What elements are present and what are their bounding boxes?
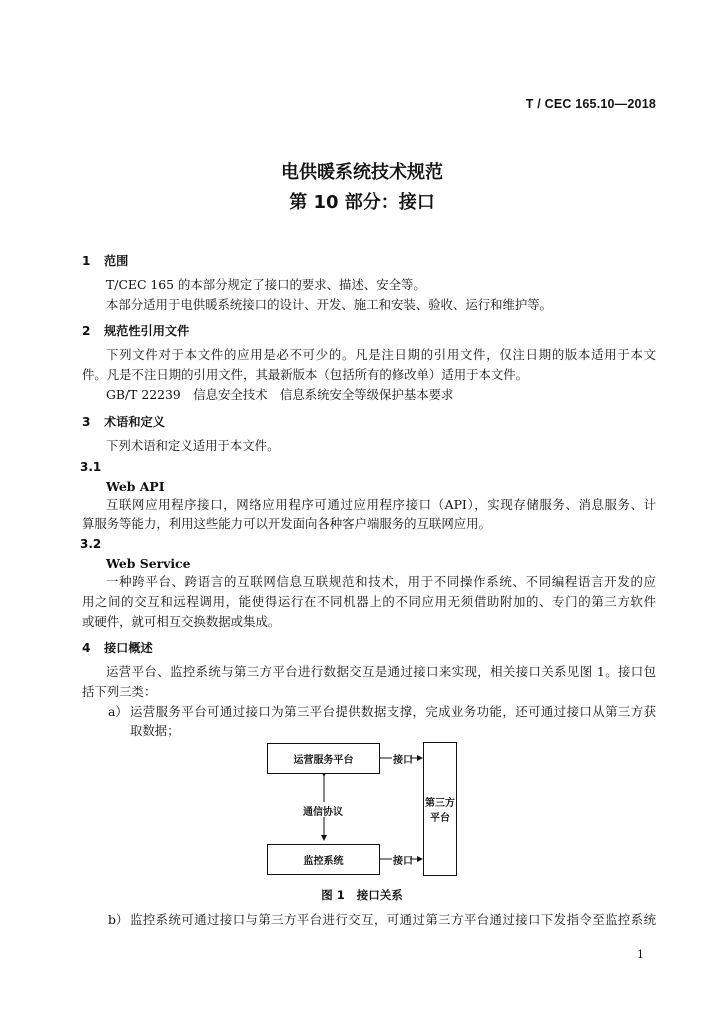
- paragraph: 下列术语和定义适用于本文件。: [106, 438, 280, 453]
- monitoring-system-box: 监控系统: [267, 844, 380, 875]
- third-party-label-line2: 平台: [430, 813, 450, 824]
- paragraph: T/CEC 165 的本部分规定了接口的要求、描述、安全等。: [106, 277, 426, 292]
- operation-platform-box: 运营服务平台: [267, 743, 380, 774]
- section-heading-2: 2 规范性引用文件: [82, 324, 190, 338]
- paragraph: 本部分适用于电供暖系统接口的设计、开发、施工和安装、验收、运行和维护等。: [106, 297, 553, 312]
- list-label: b）: [108, 912, 129, 927]
- term-title: Web Service: [106, 556, 191, 571]
- third-party-label-line1: 第三方: [425, 798, 455, 809]
- term-number: 3.2: [80, 537, 102, 551]
- section-heading-4: 4 接口概述: [82, 641, 153, 655]
- figure-number: 图 1: [321, 888, 345, 902]
- document-title: 电供暖系统技术规范: [281, 162, 443, 183]
- term-number: 3.1: [80, 460, 102, 474]
- paragraph: 运营平台、监控系统与第三方平台进行数据交互是通过接口来实现，相关接口关系见图 1。接口包: [106, 664, 656, 679]
- standard-code: T / CEC 165.10—2018: [525, 97, 656, 111]
- term-definition: 用之间的交互和远程调用，能使得运行在不同机器上的不同应用无须借助附加的、专门的第三方软件: [82, 594, 656, 609]
- document-subtitle: 第 10 部分：接口: [289, 192, 435, 213]
- paragraph: 括下列三类：: [82, 684, 157, 699]
- list-item-text: 取数据；: [130, 723, 180, 738]
- term-definition: 互联网应用程序接口，网络应用程序可通过应用程序接口（API），实现存储服务、消息服务、计: [106, 497, 656, 512]
- term-title: Web API: [106, 479, 165, 494]
- term-definition: 或硬件，就可相互交换数据或集成。: [82, 614, 281, 629]
- section-heading-3: 3 术语和定义: [82, 415, 165, 429]
- list-label: a）: [108, 704, 128, 719]
- list-item-text: 运营服务平台可通过接口为第三平台提供数据支撑，完成业务功能，还可通过接口从第三方获: [130, 704, 656, 719]
- interface-label: 接口: [393, 755, 413, 766]
- term-definition: 算服务等能力，利用这些能力可以开发面向各种客户端服务的互联网应用。: [82, 516, 491, 531]
- figure-caption: [0, 887, 724, 903]
- third-party-platform-box: [423, 742, 457, 876]
- term-definition: 一种跨平台、跨语言的互联网信息互联规范和技术，用于不同操作系统、不同编程语言开发的应: [106, 574, 656, 589]
- figure-title: 接口关系: [356, 888, 403, 902]
- protocol-label: 通信协议: [303, 807, 343, 818]
- interface-diagram: [267, 740, 457, 880]
- list-item-text: 监控系统可通过接口与第三方平台进行交互，可通过第三方平台通过接口下发指令至监控系统: [130, 912, 656, 927]
- page-number: 1: [637, 948, 644, 961]
- paragraph: 件。凡是不注日期的引用文件，其最新版本（包括所有的修改单）适用于本文件。: [82, 367, 529, 382]
- interface-label: 接口: [393, 856, 413, 867]
- paragraph: 下列文件对于本文件的应用是必不可少的。凡是注日期的引用文件，仅注日期的版本适用于本文: [106, 347, 656, 362]
- reference-item: GB/T 22239 信息安全技术 信息系统安全等级保护基本要求: [106, 387, 454, 402]
- section-heading-1: 1 范围: [82, 254, 129, 268]
